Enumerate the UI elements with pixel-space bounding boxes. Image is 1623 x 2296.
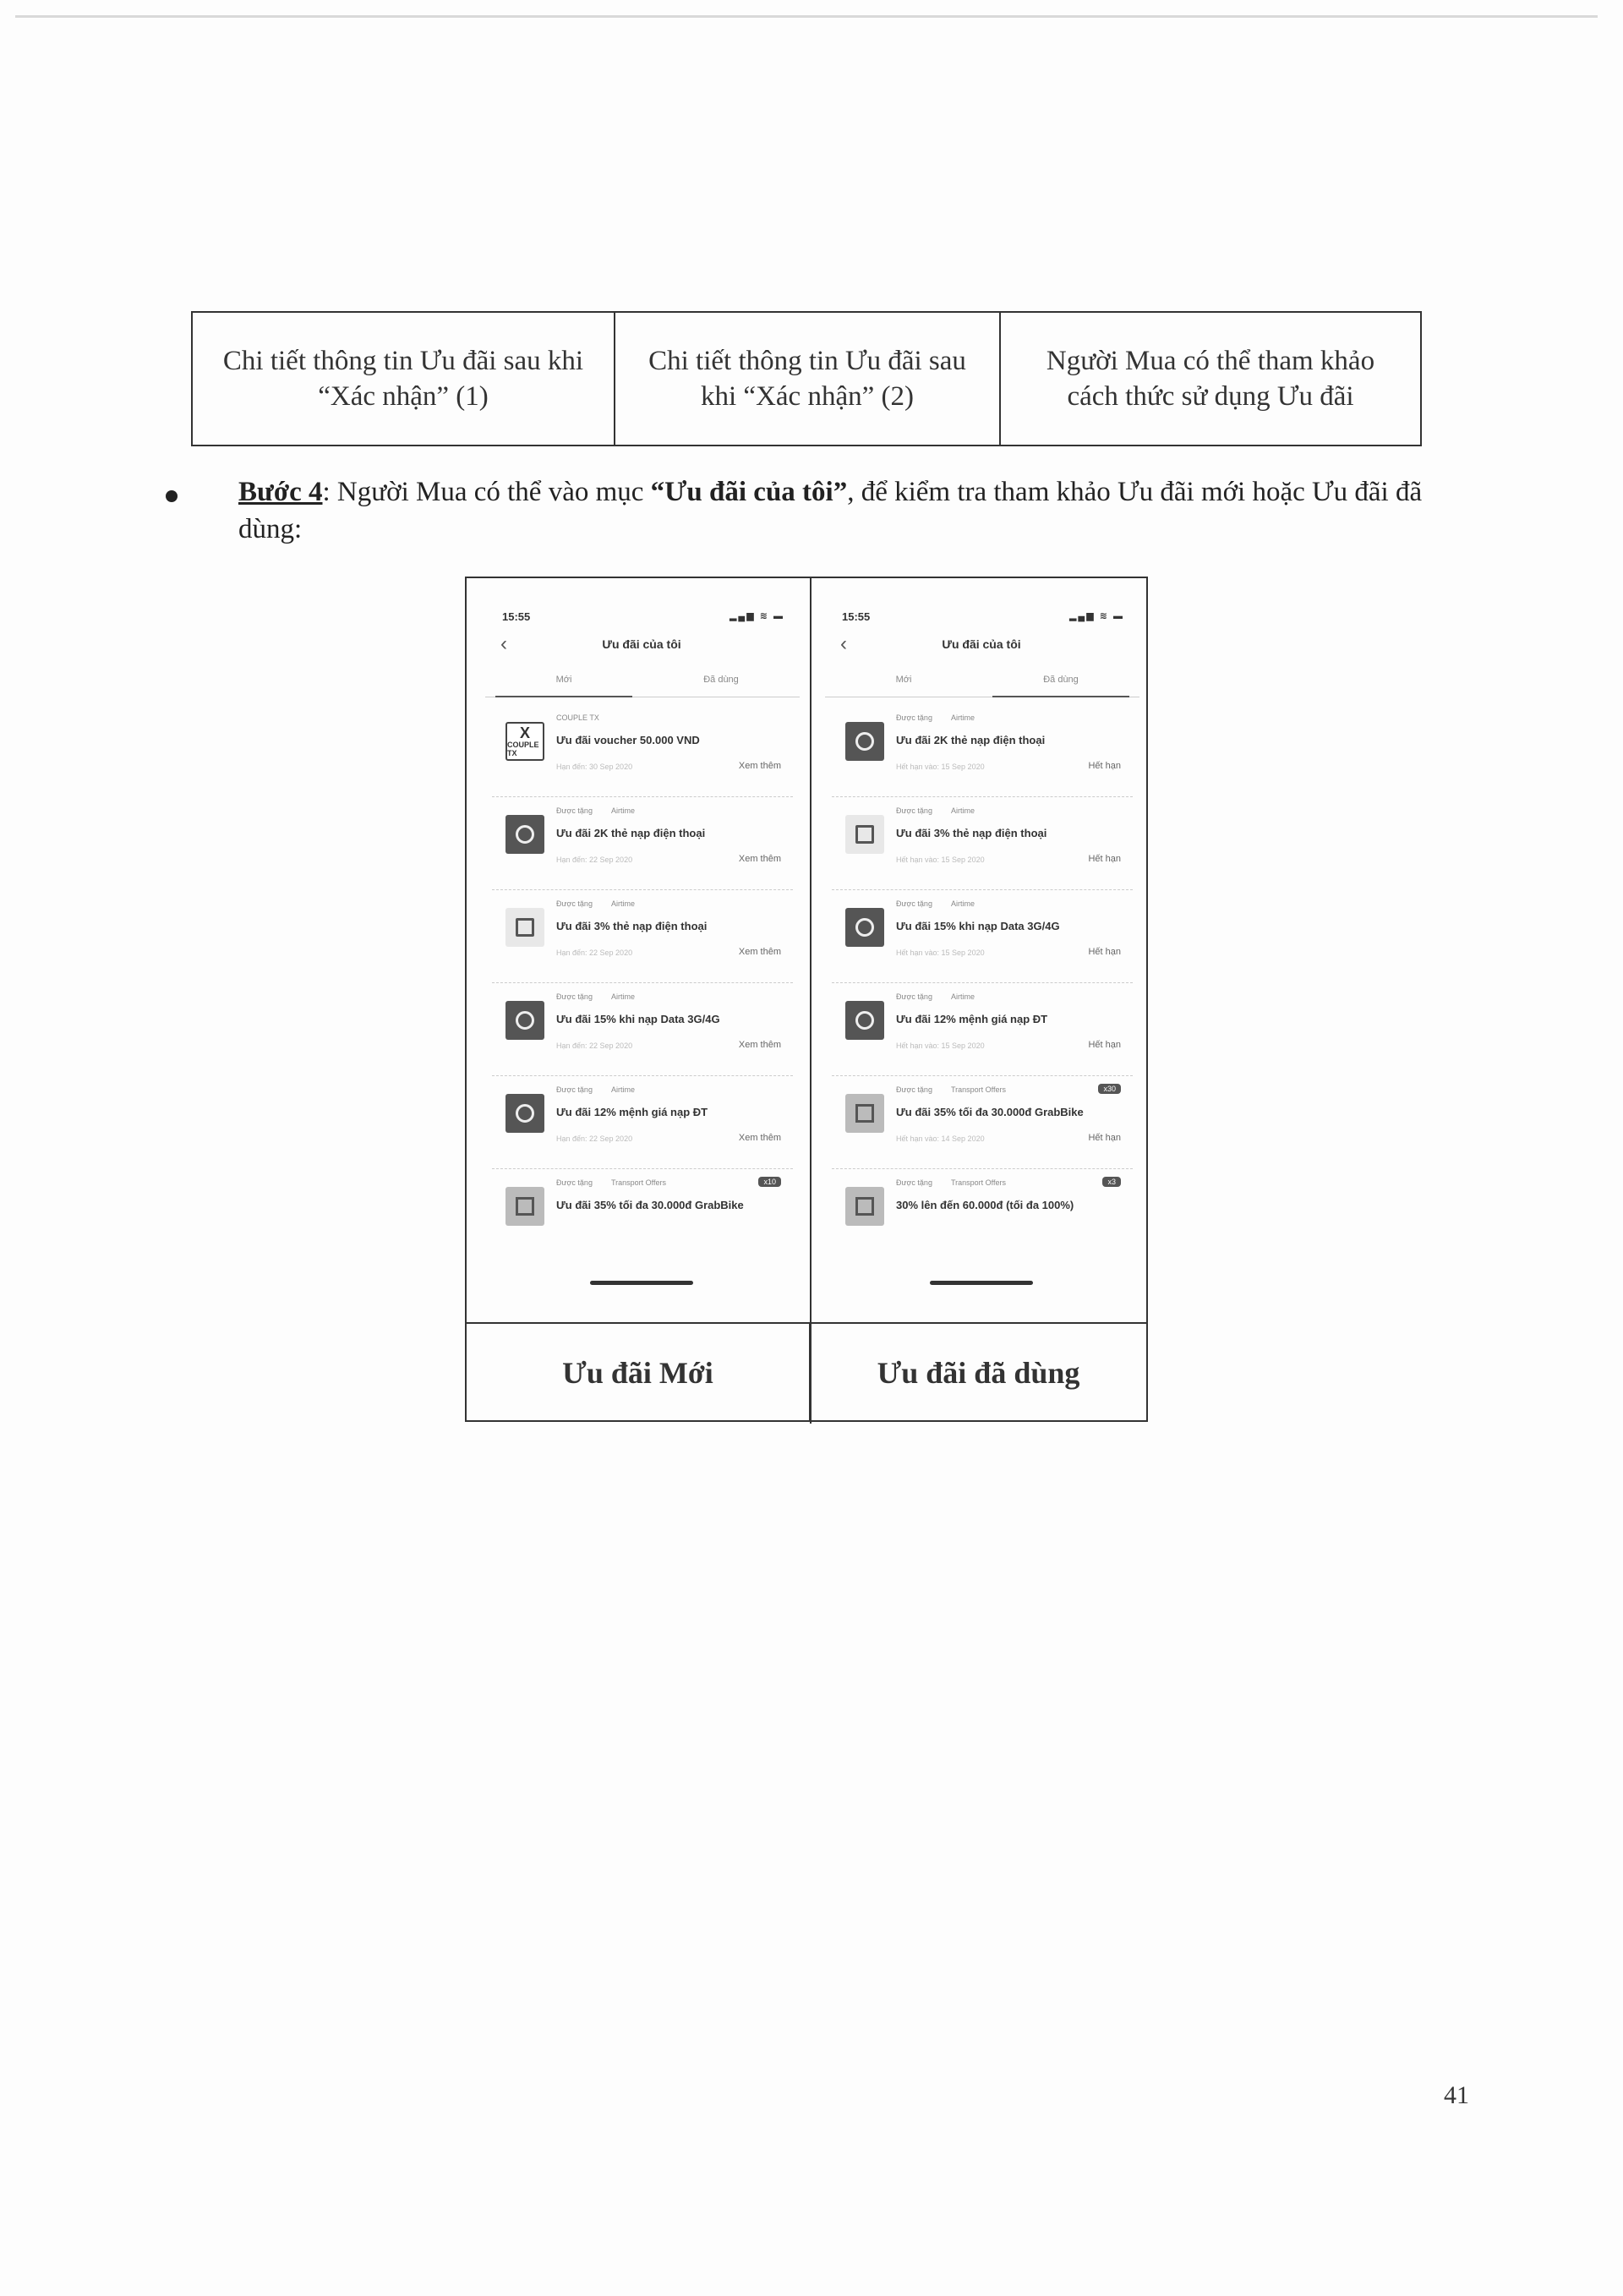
expired-status: Hết hạn <box>1088 947 1121 957</box>
caption-cell-1: Chi tiết thông tin Ưu đãi sau khi “Xác nhận” (1) <box>193 313 615 445</box>
home-indicator <box>930 1281 1033 1285</box>
offer-date: Hạn đến: 22 Sep 2020 <box>556 856 633 864</box>
phone-new-offers <box>475 587 808 1319</box>
offer-item[interactable]: X COUPLE TX COUPLE TX Ưu đãi voucher 50.000 VND Hạn đến: 30 Sep 2020 Xem thêm <box>492 705 793 797</box>
caption-cell-3: Người Mua có thể tham khảo cách thức sử dụng Ưu đãi <box>1046 346 1375 412</box>
caption-cell-2: Chi tiết thông tin Ưu đãi sau khi “Xác nhận” (2) <box>615 313 1001 445</box>
quantity-badge: x30 <box>1098 1084 1121 1094</box>
gift-promo-icon <box>845 815 884 854</box>
tab-used[interactable]: Đã dùng <box>982 668 1139 697</box>
offer-name: Ưu đãi 3% thẻ nạp điện thoại <box>556 920 708 932</box>
offer-date: Hết hạn vào: 14 Sep 2020 <box>896 1134 985 1143</box>
offer-date: Hạn đến: 22 Sep 2020 <box>556 1134 633 1143</box>
offer-item[interactable]: Được tặng Transport Offers x30 Ưu đãi 35% tối đa 30.000đ GrabBike Hết hạn vào: 14 Sep 2020 Hết hạn <box>832 1077 1133 1169</box>
offer-date: Hạn đến: 30 Sep 2020 <box>556 763 633 771</box>
offer-name: Ưu đãi 15% khi nạp Data 3G/4G <box>896 920 1060 932</box>
tab-new[interactable]: Mới <box>485 668 642 697</box>
see-more-link[interactable]: Xem thêm <box>738 761 781 771</box>
step-label: Bước 4 <box>238 477 323 507</box>
signal-wifi-battery-icon: ▂▄▆ ≋ ▬ <box>729 611 784 621</box>
step-quote: “Ưu đãi của tôi” <box>650 477 848 507</box>
screen-title: Ưu đãi của tôi <box>942 637 1021 651</box>
offer-date: Hết hạn vào: 15 Sep 2020 <box>896 856 985 864</box>
gift-promo-icon <box>505 908 544 947</box>
back-arrow-icon[interactable]: ‹ <box>500 632 507 655</box>
tab-new[interactable]: Mới <box>895 675 912 685</box>
offer-name: Ưu đãi 35% tối đa 30.000đ GrabBike <box>896 1106 1084 1118</box>
expired-status: Hết hạn <box>1088 854 1121 864</box>
offer-item[interactable]: Được tặng Airtime Ưu đãi 2K thẻ nạp điện thoại Hạn đến: 22 Sep 2020 Xem thêm <box>492 798 793 890</box>
offer-item[interactable]: Được tặng Transport Offers x3 30% lên đến 60.000đ (tối đa 100%) <box>832 1170 1133 1238</box>
column-divider <box>810 578 812 1424</box>
airtime-voucher-icon <box>505 815 544 854</box>
phone-used-offers <box>815 587 1148 1319</box>
bullet-dot <box>166 490 178 502</box>
car-promo-icon <box>845 1187 884 1226</box>
tab-used[interactable]: Đã dùng <box>703 675 739 685</box>
status-time: 15:55 <box>842 610 871 623</box>
airtime-voucher-icon <box>845 1001 884 1040</box>
grabbike-promo-icon <box>505 1187 544 1226</box>
caption-row <box>467 1322 1146 1422</box>
expired-status: Hết hạn <box>1088 1133 1121 1143</box>
offer-name: Ưu đãi 2K thẻ nạp điện thoại <box>556 827 706 839</box>
offer-name: 30% lên đến 60.000đ (tối đa 100%) <box>896 1199 1074 1211</box>
see-more-link[interactable]: Xem thêm <box>738 854 781 864</box>
offer-item[interactable]: Được tặng Airtime Ưu đãi 3% thẻ nạp điện thoại Hạn đến: 22 Sep 2020 Xem thêm <box>492 891 793 983</box>
offer-name: Ưu đãi 3% thẻ nạp điện thoại <box>896 827 1047 839</box>
scan-edge-line <box>15 15 1598 18</box>
offer-date: Hạn đến: 22 Sep 2020 <box>556 948 633 957</box>
offer-item[interactable]: Được tặng Airtime Ưu đãi 12% mệnh giá nạp ĐT Hạn đến: 22 Sep 2020 Xem thêm <box>492 1077 793 1169</box>
page-number: 41 <box>1444 2081 1469 2109</box>
offer-item[interactable]: Được tặng Airtime Ưu đãi 15% khi nạp Data 3G/4G Hạn đến: 22 Sep 2020 Xem thêm <box>492 984 793 1076</box>
grabbike-promo-icon <box>845 1094 884 1133</box>
offer-tabs <box>485 668 800 697</box>
offer-name: Ưu đãi 12% mệnh giá nạp ĐT <box>896 1013 1048 1025</box>
label-new-offers: Ưu đãi Mới <box>562 1356 713 1390</box>
airtime-voucher-icon <box>845 908 884 947</box>
screen-title: Ưu đãi của tôi <box>602 637 681 651</box>
offer-name: Ưu đãi 15% khi nạp Data 3G/4G <box>556 1013 720 1025</box>
label-used-offers: Ưu đãi đã dùng <box>809 1324 1146 1422</box>
offer-date: Hết hạn vào: 15 Sep 2020 <box>896 763 985 771</box>
see-more-link[interactable]: Xem thêm <box>738 1040 781 1050</box>
offer-item[interactable]: Được tặng Airtime Ưu đãi 2K thẻ nạp điện thoại Hết hạn vào: 15 Sep 2020 Hết hạn <box>832 705 1133 797</box>
home-indicator <box>590 1281 693 1285</box>
status-time: 15:55 <box>502 610 531 623</box>
airtime-voucher-icon <box>505 1094 544 1133</box>
see-more-link[interactable]: Xem thêm <box>738 947 781 957</box>
step-4-paragraph: Bước 4: Người Mua có thể vào mục “Ưu đãi của tôi”, để kiểm tra tham khảo Ưu đãi mới hoặc Ưu đãi đã dùng: <box>238 477 1423 544</box>
offer-name: Ưu đãi 35% tối đa 30.000đ GrabBike <box>556 1199 744 1211</box>
offer-name: Ưu đãi voucher 50.000 VND <box>556 734 700 746</box>
caption-table <box>191 311 1422 446</box>
offer-item[interactable]: Được tặng Airtime Ưu đãi 15% khi nạp Data 3G/4G Hết hạn vào: 15 Sep 2020 Hết hạn <box>832 891 1133 983</box>
phone-comparison-table <box>465 577 1148 1422</box>
offer-date: Hết hạn vào: 15 Sep 2020 <box>896 1041 985 1050</box>
airtime-voucher-icon <box>505 1001 544 1040</box>
signal-wifi-battery-icon: ▂▄▆ ≋ ▬ <box>1068 611 1124 621</box>
expired-status: Hết hạn <box>1088 761 1121 771</box>
status-bar <box>842 610 1124 629</box>
airtime-voucher-icon <box>845 722 884 761</box>
offer-name: Ưu đãi 2K thẻ nạp điện thoại <box>896 734 1046 746</box>
nav-bar <box>475 634 808 659</box>
back-arrow-icon[interactable]: ‹ <box>840 632 847 655</box>
offer-item[interactable]: Được tặng Airtime Ưu đãi 3% thẻ nạp điện thoại Hết hạn vào: 15 Sep 2020 Hết hạn <box>832 798 1133 890</box>
offer-item[interactable]: Được tặng Transport Offers x10 Ưu đãi 35% tối đa 30.000đ GrabBike <box>492 1170 793 1238</box>
see-more-link[interactable]: Xem thêm <box>738 1133 781 1143</box>
offer-tabs <box>825 668 1139 697</box>
quantity-badge: x3 <box>1102 1177 1121 1187</box>
offer-item[interactable]: Được tặng Airtime Ưu đãi 12% mệnh giá nạp ĐT Hết hạn vào: 15 Sep 2020 Hết hạn <box>832 984 1133 1076</box>
offer-date: Hết hạn vào: 15 Sep 2020 <box>896 948 985 957</box>
offer-date: Hạn đến: 22 Sep 2020 <box>556 1041 633 1050</box>
expired-status: Hết hạn <box>1088 1040 1121 1050</box>
status-bar <box>502 610 784 629</box>
nav-bar <box>815 634 1148 659</box>
couple-tx-logo: X COUPLE TX <box>505 722 544 761</box>
offer-name: Ưu đãi 12% mệnh giá nạp ĐT <box>556 1106 708 1118</box>
quantity-badge: x10 <box>758 1177 781 1187</box>
